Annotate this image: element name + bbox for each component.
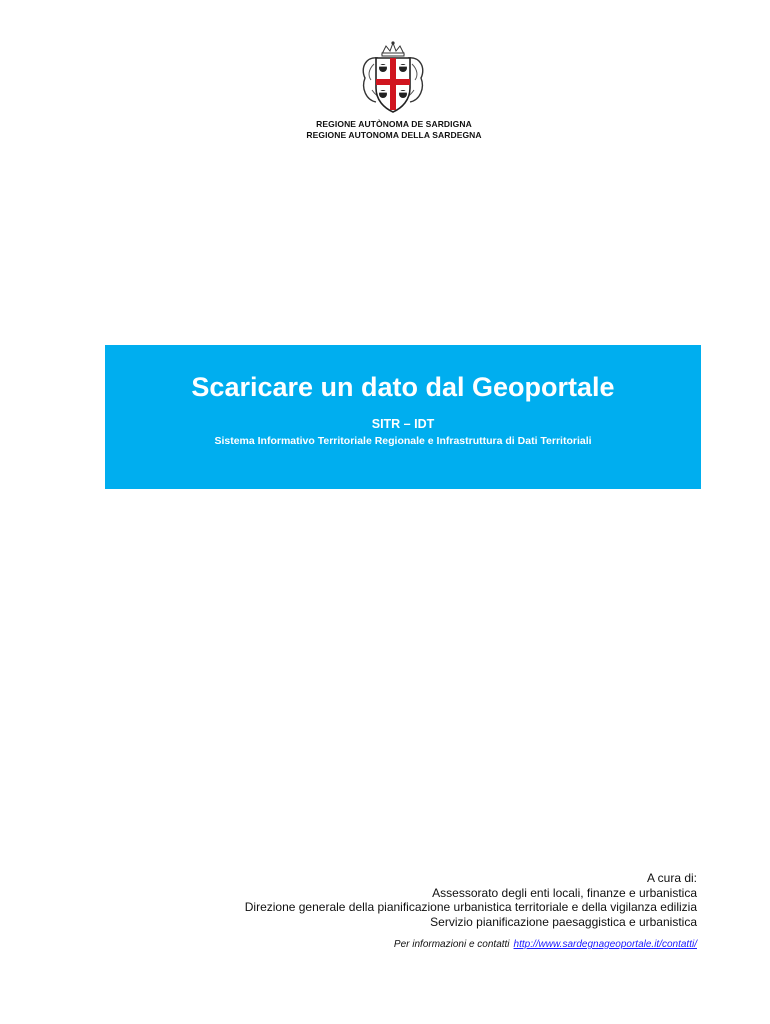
contact-line	[394, 939, 697, 950]
org-name-sardinian: REGIONE AUTÒNOMA DE SARDIGNA	[316, 119, 472, 129]
credits-block	[245, 871, 697, 929]
document-description: Sistema Informativo Territoriale Regionale e Infrastruttura di Dati Territoriali	[214, 435, 592, 447]
credits-line-servizio: Servizio pianificazione paesaggistica e urbanistica	[430, 914, 697, 929]
credits-line-assessorato: Assessorato degli enti locali, finanze e urbanistica	[432, 885, 697, 900]
document-subtitle: SITR – IDT	[371, 417, 435, 431]
title-banner	[105, 345, 701, 489]
sardinia-coat-of-arms-icon	[356, 40, 430, 116]
credits-line-direzione: Direzione generale della pianificazione urbanistica territoriale e della vigilanza edilizia	[244, 900, 697, 914]
contact-link[interactable]: http://www.sardegnageoportale.it/contatti/	[513, 939, 697, 950]
organization-names	[0, 119, 770, 141]
contact-label: Per informazioni e contatti	[393, 939, 510, 950]
credits-heading: A cura di:	[646, 871, 697, 885]
org-name-italian: REGIONE AUTONOMA DELLA SARDEGNA	[306, 130, 482, 140]
document-title: Scaricare un dato dal Geoportale	[191, 372, 615, 402]
